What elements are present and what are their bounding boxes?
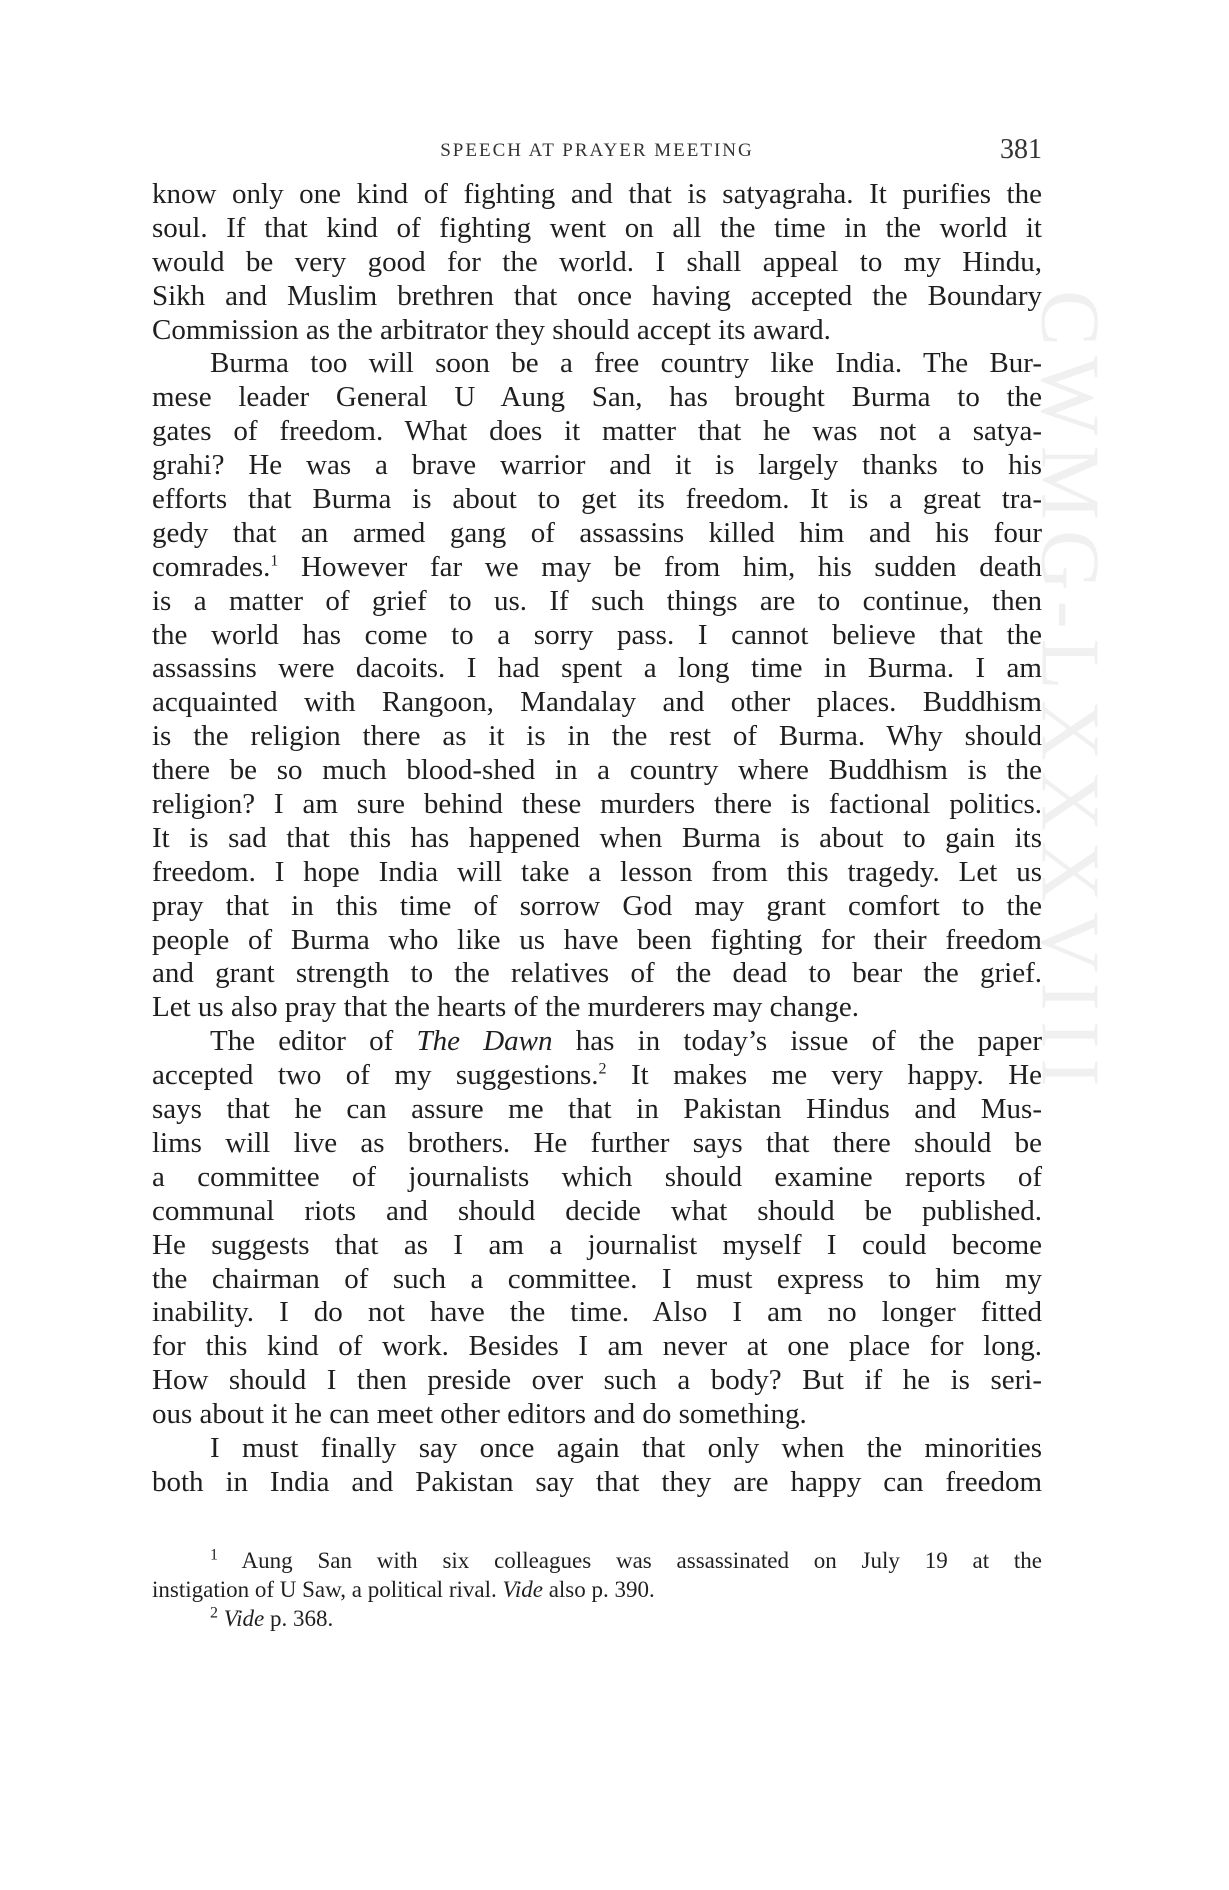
line-text: He suggests that as I am a journalist myself I could become [152,1228,1042,1261]
line-text: soul. If that kind of fighting went on all the time in the world it [152,211,1042,244]
line-text: for this kind of work. Besides I am never at one place for long. [152,1330,1042,1363]
watermark [1023,290,1117,1590]
line-text: assassins were dacoits. I had spent a long time in Burma. I am [152,652,1042,685]
text-line [152,1330,1042,1364]
text-line [152,1466,1042,1500]
text-line [152,1229,1042,1263]
line-text: Sikh and Muslim brethren that once having accepted the Boundary [152,279,1042,312]
footnote-ref: 2 [598,1060,607,1078]
footnote-1-continued [152,1575,1042,1604]
text-line [152,720,1042,754]
text-line [152,754,1042,788]
line-text: know only one kind of fighting and that is satyagraha. It purifies the [152,178,1042,210]
line-text: mese leader General U Aung San, has brought Burma to the [152,381,1042,414]
text-line [152,449,1042,483]
text-line [152,212,1042,246]
line-text: ous about it he can meet other editors and do something. [152,1398,807,1431]
line-text: freedom. I hope India will take a lesson from this tragedy. Let us [152,855,1042,888]
line-text: Let us also pray that the hearts of the murderers may change. [152,991,860,1024]
footnote-text: Aung San with six colleagues was assassinated on July 19 at the [241,1548,1042,1573]
footnotes [152,1546,1042,1633]
line-text: comrades. [152,550,271,583]
text-line [152,957,1042,991]
text-line [152,347,1042,381]
line-text: has in today’s issue of the paper [575,1025,1042,1058]
text-line [152,890,1042,924]
vide-text: Vide [223,1606,265,1631]
line-text: gedy that an armed gang of assassins killed him and his four [152,516,1042,549]
text-line [152,585,1042,619]
line-text: is the religion there as it is in the rest of Burma. Why should [152,720,1042,753]
text-line [152,246,1042,280]
text-line [152,652,1042,686]
text-line [152,1296,1042,1330]
text-line [152,1398,1042,1432]
line-text: a committee of journalists which should examine reports of [152,1160,1042,1193]
text-line [152,1093,1042,1127]
footnote-text: instigation of U Saw, a political rival. [152,1577,497,1602]
text-line [152,551,1042,585]
text-line [152,788,1042,822]
line-text: acquainted with Rangoon, Mandalay and other places. Buddhism [152,686,1042,719]
text-line [152,1263,1042,1297]
text-line [152,1195,1042,1229]
text-line [152,483,1042,517]
text-line [152,822,1042,856]
text-line [152,686,1042,720]
line-text: pray that in this time of sorrow God may grant comfort to the [152,889,1042,922]
line-text: However far we may be from him, his sudden death [301,550,1043,583]
line-text: Commission as the arbitrator they should accept its award. [152,313,831,346]
text-line [152,415,1042,449]
text-line [152,517,1042,551]
footnote-ref: 1 [270,552,279,570]
line-text: It is sad that this has happened when Burma is about to gain its [152,821,1042,854]
text-line [152,1025,1042,1059]
line-text: religion? I am sure behind these murders there is factional politics. [152,788,1042,821]
line-text: would be very good for the world. I shall appeal to my Hindu, [152,245,1042,278]
text-line [152,280,1042,314]
text-line [152,314,1042,348]
line-text: accepted two of my suggestions. [152,1059,599,1092]
text-line [152,1161,1042,1195]
vide-text: Vide [502,1577,543,1602]
line-text: says that he can assure me that in Pakistan Hindus and Mus- [152,1093,1042,1126]
line-text: It makes me very happy. He [630,1059,1043,1092]
line-text: I must finally say once again that only when the minorities [210,1431,1042,1464]
running-header [152,134,1042,168]
text-line [152,381,1042,415]
line-text: there be so much blood-shed in a country where Buddhism is the [152,754,1042,787]
text-line [152,1364,1042,1398]
footnote-marker: 2 [210,1604,218,1622]
text-line [152,991,1042,1025]
text-line [152,924,1042,958]
line-text: Burma too will soon be a free country like India. The Bur- [210,347,1042,380]
line-text: both in India and Pakistan say that they are happy can freedom [152,1465,1042,1498]
line-text: efforts that Burma is about to get its freedom. It is a great tra- [152,483,1042,516]
line-text: lims will live as brothers. He further says that there should be [152,1126,1042,1159]
footnote-marker: 1 [210,1546,218,1564]
line-text: grahi? He was a brave warrior and it is largely thanks to his [152,449,1042,482]
line-text: inability. I do not have the time. Also I am no longer fitted [152,1296,1042,1329]
footnote-2 [152,1604,1042,1633]
line-text: The editor of [210,1025,394,1058]
page-number: 381 [1000,134,1042,165]
footnote-text: p. 368. [269,1606,334,1631]
text-line [152,1432,1042,1466]
line-text: the chairman of such a committee. I must express to him my [152,1262,1042,1295]
periodical-title: The Dawn [416,1025,553,1058]
line-text: and grant strength to the relatives of the dead to bear the grief. [152,957,1042,990]
text-line [152,1059,1042,1093]
text-line [152,1127,1042,1161]
text-line [152,178,1042,212]
line-text: How should I then preside over such a body? But if he is seri- [152,1364,1042,1397]
body-text [152,178,1042,1500]
line-text: the world has come to a sorry pass. I cannot believe that the [152,618,1042,651]
running-title: SPEECH AT PRAYER MEETING [440,140,754,161]
watermark-text: CWMG-LXXXVIII [1023,290,1117,1097]
footnote-text: also p. 390. [548,1577,655,1602]
line-text: gates of freedom. What does it matter that he was not a satya- [152,415,1042,448]
line-text: is a matter of grief to us. If such things are to continue, then [152,584,1042,617]
text-line [152,619,1042,653]
footnote-1 [152,1546,1042,1575]
text-line [152,856,1042,890]
line-text: people of Burma who like us have been fighting for their freedom [152,923,1042,956]
line-text: communal riots and should decide what should be published. [152,1194,1042,1227]
